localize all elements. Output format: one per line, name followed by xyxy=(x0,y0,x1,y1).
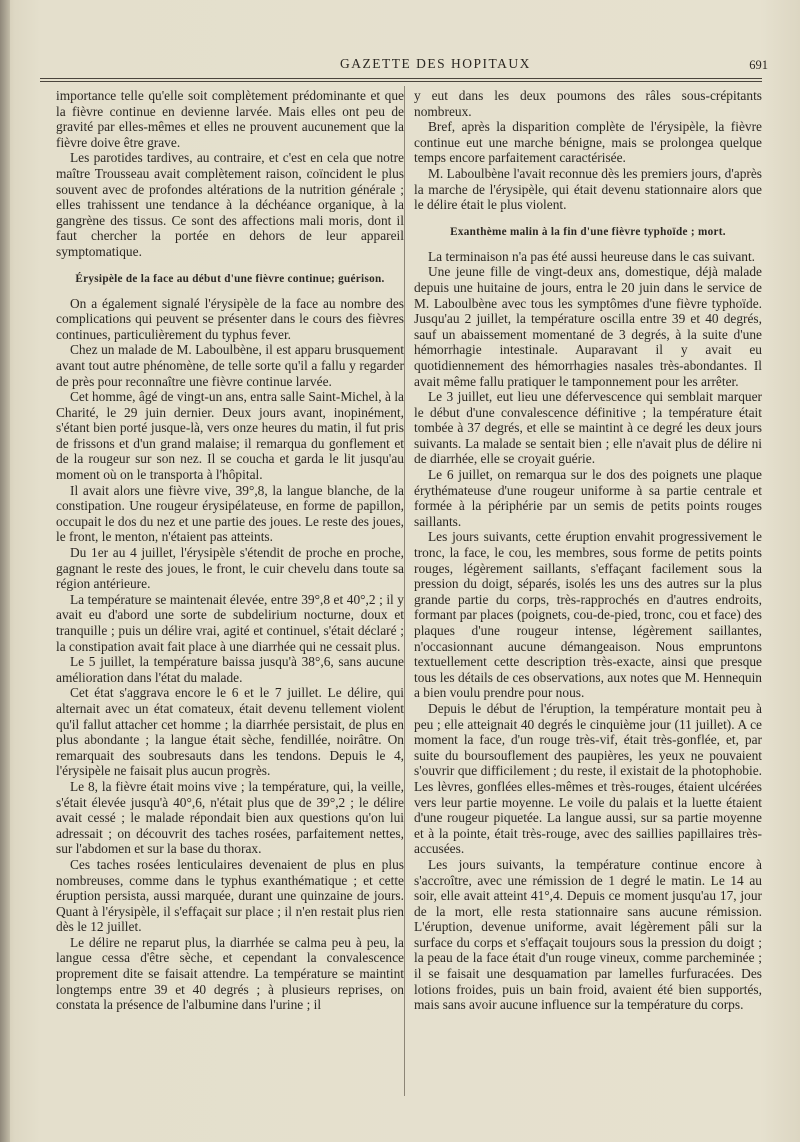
section-heading: Érysipèle de la face au début d'une fièvre continue; guérison. xyxy=(75,272,385,285)
header-rule xyxy=(40,78,762,82)
paragraph: Les parotides tardives, au contraire, et c'est en cela que notre maître Trousseau avait complètement raison, coïncident le plus souvent avec de profondes altérations de la nutrition générale ; elles trahissent une tendance à la déchéance organique, à la gangrène des tissus. Ce sont des affections mali moris, dont il faut chercher la portée en dehors de leur appareil symptomatique. xyxy=(56,150,404,259)
section-heading: Exanthème malin à la fin d'une fièvre typhoïde ; mort. xyxy=(450,225,726,238)
paragraph: Cet homme, âgé de vingt-un ans, entra salle Saint-Michel, à la Charité, le 29 juin dernier. Deux jours avant, inopinément, s'étant bien porté jusque-là, vers onze heures du matin, il fut pris de frissons et d'un grand malaise; il remarqua du gonflement et de la rougeur sur son nez. Il se coucha et garda le lit jusqu'au moment où on le transporta à l'hôpital. xyxy=(56,389,404,483)
paragraph: Le délire ne reparut plus, la diarrhée se calma peu à peu, la langue cessa d'être sèche, et cependant la convalescence proprement dite se faisait attendre. La température se maintint longtemps entre 39 et 40 degrés ; à plusieurs reprises, on constata la présence de l'albumine dans l'urine ; il xyxy=(56,934,404,1013)
paragraph: Les jours suivants, la température continue encore à s'accroître, avec une rémission de 1 degré le matin. Le 14 au soir, elle avait atteint 41°,4. Depuis ce moment jusqu'au 17, jour de la mort, elle resta stationnaire sans aucune rémission. L'éruption, devenue uniforme, avait légèrement pâli sur la surface du corps et s'effaçait toujours sous la pression du doigt ; la peau de la face était d'un rouge vineux, comme parcheminée ; il se faisait une desquamation par lamelles furfuracées. Des lotions froides, puis un bain froid, avaient été bien supportés, mais sans avoir aucune influence sur la température du corps. xyxy=(414,856,762,1013)
paragraph: Depuis le début de l'éruption, la température montait peu à peu ; elle atteignait 40 degrés le cinquième jour (11 juillet). A ce moment la face, d'un rouge très-vif, était très-gonflée, et, par suite du boursouflement des paupières, les yeux ne pouvaient s'ouvrir que difficilement ; du reste, il existait de la photophobie. Les lèvres, gonflées elles-mêmes et très-rouges, étaient ulcérées vers leur partie moyenne. Le voile du palais et la luette étaient d'une rougeur piquetée. La langue aussi, sur sa partie moyenne et à la pointe, était très-rouge, avec des saillies papillaires très-accusées. xyxy=(414,700,762,857)
paragraph: La terminaison n'a pas été aussi heureuse dans le cas suivant. xyxy=(428,248,756,264)
running-title: GAZETTE DES HOPITAUX xyxy=(340,56,531,71)
binding-gutter xyxy=(0,0,10,1142)
paragraph: Le 5 juillet, la température baissa jusqu'à 38°,6, sans aucune amélioration dans l'état du malade. xyxy=(56,654,404,685)
paragraph: Du 1er au 4 juillet, l'érysipèle s'étendit de proche en proche, gagnant le reste des joues, le front, le cuir chevelu dans toute sa région antérieure. xyxy=(56,545,404,592)
paragraph: Chez un malade de M. Laboulbène, il est apparu brusquement avant tout autre phénomène, de telle sorte qu'il a fallu y regarder de près pour reconnaître une fièvre continue larvée. xyxy=(56,342,404,389)
left-column xyxy=(56,88,404,1013)
paragraph: Ces taches rosées lenticulaires devenaient de plus en plus nombreuses, comme dans le typhus exanthématique ; et cette éruption persista, aussi marquée, durant une quinzaine de jours. Quant à l'érysipèle, il s'effaçait sur place ; il n'en restait plus rien dès le 12 juillet. xyxy=(56,856,404,935)
paragraph: Les jours suivants, cette éruption envahit progressivement le tronc, la face, le cou, les membres, sous forme de petits points rouges, légèrement saillants, s'effaçant facilement sous la pression du doigt, séparés, isolés les uns des autres sur la plus grande partie du corps, très-rapprochés en d'autres endroits, formant par places (poignets, cou-de-pied, tronc, cou et face) des plaques d'une rougeur intense, légèrement saillantes, n'occasionnant aucune démangeaison. Nous empruntons textuellement cette description très-exacte, ainsi que presque tous les détails de ces observations, aux notes que M. Hennequin a bien voulu prendre pour nous. xyxy=(414,529,763,701)
paragraph: Une jeune fille de vingt-deux ans, domestique, déjà malade depuis une huitaine de jours, entra le 20 juin dans le service de M. Laboulbène avec tous les symptômes d'une fièvre typhoïde. Jusqu'au 2 juillet, la température oscilla entre 39 et 40 degrés, sauf un abaissement momentané de 3 degrés, à la suite d'une hémorrhagie intestinale. Auparavant il y avait eu quotidiennement des hémorrhagies nasales très-abondantes. Il avait même fallu pratiquer le tamponnement pour les arrêter. xyxy=(414,264,762,389)
paragraph: Le 3 juillet, eut lieu une défervescence qui semblait marquer le début d'une convalescence définitive ; la température était tombée à 37 degrés, et elle se maintint à ce degré les deux jours suivants. La malade se sentait bien ; elle n'avait plus de délire ni de diarrhée, elle se croyait guérie. xyxy=(414,389,762,467)
right-column xyxy=(414,88,762,1013)
paragraph: Cet état s'aggrava encore le 6 et le 7 juillet. Le délire, qui alternait avec un état comateux, était devenu tellement violent qu'il fallut attacher cet homme ; la diarrhée persistait, de plus en plus abondante ; la langue était sèche, fendillée, noirâtre. On remarquait des soubresauts dans les tendons. Depuis le 4, l'érysipèle ne faisait plus aucun progrès. xyxy=(56,685,404,779)
paragraph: Il avait alors une fièvre vive, 39°,8, la langue blanche, de la constipation. Une rougeur érysipélateuse, en forme de papillon, occupait le dos du nez et une partie des joues. Le reste des joues, le front, le menton, n'étaient pas atteints. xyxy=(56,482,404,545)
paragraph: On a également signalé l'érysipèle de la face au nombre des complications qui peuvent se présenter dans le cours des fièvres continues, particulièrement du typhus fever. xyxy=(56,295,404,342)
paragraph: y eut dans les deux poumons des râles sous-crépitants nombreux. xyxy=(414,88,762,119)
paragraph: Le 6 juillet, on remarqua sur le dos des poignets une plaque érythémateuse d'une rougeur uniforme à sa partie centrale et formée à la périphérie par un semis de petits points rouges saillants. xyxy=(414,467,762,529)
paragraph: Bref, après la disparition complète de l'érysipèle, la fièvre continue eut une marche bénigne, mais se prolongea quelque temps encore parfaitement caractérisée. xyxy=(414,119,762,166)
paragraph: Le 8, la fièvre était moins vive ; la température, qui, la veille, s'était élevée jusqu'à 40°,6, n'était plus que de 39°,2 ; le délire avait cessé ; le malade répondait bien aux questions qu'on lui adressait ; on découvrit des taches rosées, parfaitement nettes, sur l'abdomen et sur la base du thorax. xyxy=(56,778,404,857)
column-divider xyxy=(404,86,405,1096)
paragraph: importance telle qu'elle soit complètement prédominante et que la fièvre continue en devienne larvée. Mais elles ont peu de gravité par elles-mêmes et elles ne prouvent aucunement que la fièvre doive être grave. xyxy=(56,88,404,150)
page-number: 691 xyxy=(749,58,768,72)
page-header xyxy=(40,54,770,76)
paragraph: La température se maintenait élevée, entre 39°,8 et 40°,2 ; il y avait eu d'abord une sorte de subdelirium nocturne, doux et tranquille ; puis un délire vrai, agité et continuel, s'était déclaré ; la constipation avait fait place à une diarrhée qui ne cessait plus. xyxy=(56,591,404,654)
paragraph: M. Laboulbène l'avait reconnue dès les premiers jours, d'après la marche de l'érysipèle, qui était devenu stationnaire alors que le délire était le plus violent. xyxy=(414,165,762,213)
